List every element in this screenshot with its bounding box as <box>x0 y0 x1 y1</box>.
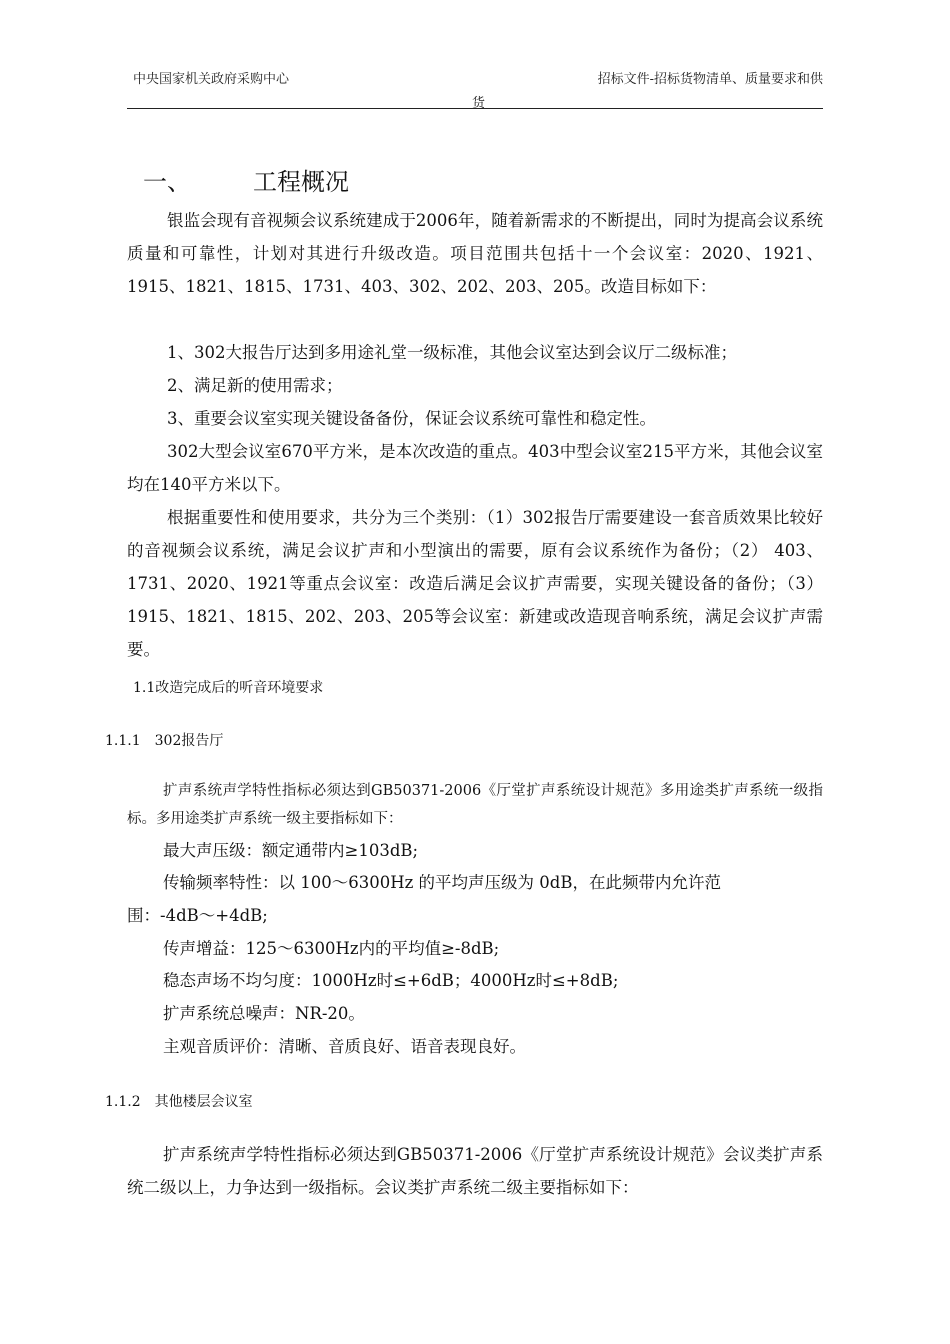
spec-frequency-response-cont: 围：-4dB～+4dB; <box>127 906 268 925</box>
subsection-heading-1-1-2 <box>105 1091 253 1113</box>
subsection-title: 其他楼层会议室 <box>154 1094 253 1110</box>
section-number: 一、 <box>143 168 191 196</box>
subsection-heading-1-1-1 <box>105 730 223 752</box>
paragraph-overview: 银监会现有音视频会议系统建成于2006年，随着新需求的不断提出，同时为提高会议系统质量和可靠性，计划对其进行升级改造。项目范围共包括十一个会议室：2020、1921、1915、1821、1815、1731、403、302、202、203、205。改造目标如下： <box>127 211 823 296</box>
paragraph-room-sizes: 302大型会议室670平方米，是本次改造的重点。403中型会议室215平方米，其他会议室均在140平方米以下。 <box>127 442 823 494</box>
goal-item-2: 2、满足新的使用需求； <box>167 376 343 395</box>
section-heading <box>143 165 349 199</box>
spec-gain: 传声增益：125～6300Hz内的平均值≥-8dB; <box>163 939 500 958</box>
header-left: 中央国家机关政府采购中心 <box>133 72 290 87</box>
subsection-number: 1.1.1 <box>105 733 141 749</box>
header-right-line1: 招标文件-招标货物清单、质量要求和供 <box>597 72 823 87</box>
subsection-title: 302报告厅 <box>154 733 224 749</box>
paragraph-categories: 根据重要性和使用要求，共分为三个类别：（1）302报告厅需要建设一套音质效果比较好的音视频会议系统，满足会议扩声和小型演出的需要，原有会议系统作为备份；（2） 403、1731、2020、1921等重点会议室：改造后满足会议扩声需要，实现关键设备的备份；（3）1915、1821、1815、202、203、205等会议室：新建或改造现音响系统，满足会议扩声需要。 <box>127 508 823 659</box>
paragraph-302-intro: 扩声系统声学特性指标必须达到GB50371-2006《厅堂扩声系统设计规范》多用途类扩声系统一级指标。多用途类扩声系统一级主要指标如下： <box>127 783 823 827</box>
paragraph-other-rooms-intro: 扩声系统声学特性指标必须达到GB50371-2006《厅堂扩声系统设计规范》会议类扩声系统二级以上，力争达到一级指标。会议类扩声系统二级主要指标如下： <box>127 1145 823 1197</box>
spec-noise: 扩声系统总噪声：NR-20。 <box>163 1004 365 1023</box>
header-divider <box>127 108 823 109</box>
goal-item-3: 3、重要会议室实现关键设备备份，保证会议系统可靠性和稳定性。 <box>167 409 656 428</box>
spec-uniformity: 稳态声场不均匀度：1000Hz时≤+6dB；4000Hz时≤+8dB; <box>163 971 619 990</box>
goal-item-1: 1、302大报告厅达到多用途礼堂一级标准，其他会议室达到会议厅二级标准； <box>167 343 737 362</box>
subsection-heading-1-1: 1.1改造完成后的听音环境要求 <box>133 680 324 696</box>
spec-max-spl: 最大声压级：额定通带内≥103dB; <box>163 841 419 860</box>
spec-subjective: 主观音质评价：清晰、音质良好、语音表现良好。 <box>163 1037 526 1056</box>
header-right-line2: 货 <box>472 96 486 111</box>
section-title: 工程概况 <box>253 168 349 196</box>
subsection-number: 1.1.2 <box>105 1094 141 1110</box>
spec-frequency-response: 传输频率特性：以 100～6300Hz 的平均声压级为 0dB，在此频带内允许范 <box>163 873 721 892</box>
